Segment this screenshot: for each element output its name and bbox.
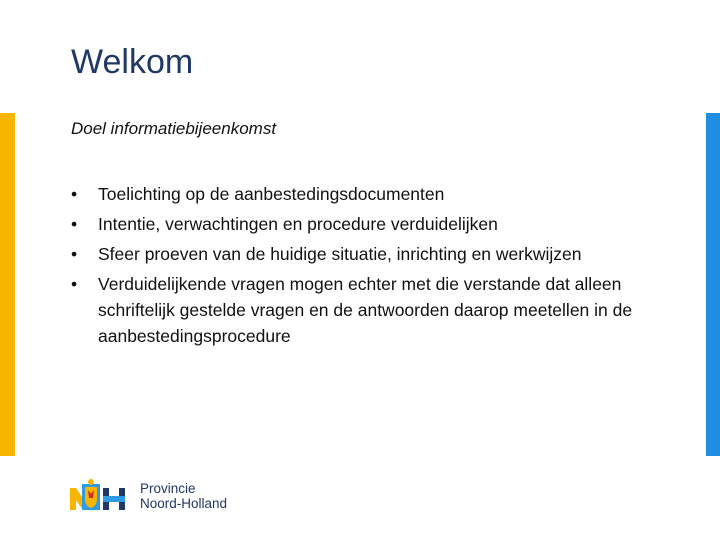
- slide-subtitle: Doel informatiebijeenkomst: [71, 119, 277, 138]
- bullet-text: Sfeer proeven van de huidige situatie, inrichting en werkwijzen: [98, 244, 582, 264]
- bullet-dot-icon: •: [71, 244, 78, 264]
- nh-logo-icon: [70, 478, 134, 514]
- bullet-item: [71, 241, 671, 267]
- bullet-dot-icon: •: [71, 214, 78, 234]
- logo-line-1: Provincie: [140, 481, 196, 496]
- bullet-dot-icon: •: [71, 184, 78, 204]
- bullet-item: [71, 181, 671, 207]
- logo-text: [140, 481, 227, 511]
- left-accent-bar: [0, 113, 15, 456]
- provincie-noord-holland-logo: [70, 478, 227, 514]
- slide-title: Welkom: [71, 43, 194, 81]
- right-accent-bar: [706, 113, 720, 456]
- bullet-item: [71, 271, 671, 349]
- nh-logo-svg: [70, 478, 134, 514]
- bullet-list: [71, 181, 671, 353]
- bullet-item: [71, 211, 671, 237]
- bullet-dot-icon: •: [71, 274, 78, 294]
- bullet-text: Verduidelijkende vragen mogen echter met die verstande dat alleen schriftelijk gestelde vragen en de antwoorden daarop meetellen in de aanbestedingsprocedure: [98, 274, 633, 346]
- bullet-text: Intentie, verwachtingen en procedure verduidelijken: [98, 214, 498, 234]
- logo-line-2: Noord-Holland: [140, 496, 228, 511]
- bullet-text: Toelichting op de aanbestedingsdocumenten: [98, 184, 445, 204]
